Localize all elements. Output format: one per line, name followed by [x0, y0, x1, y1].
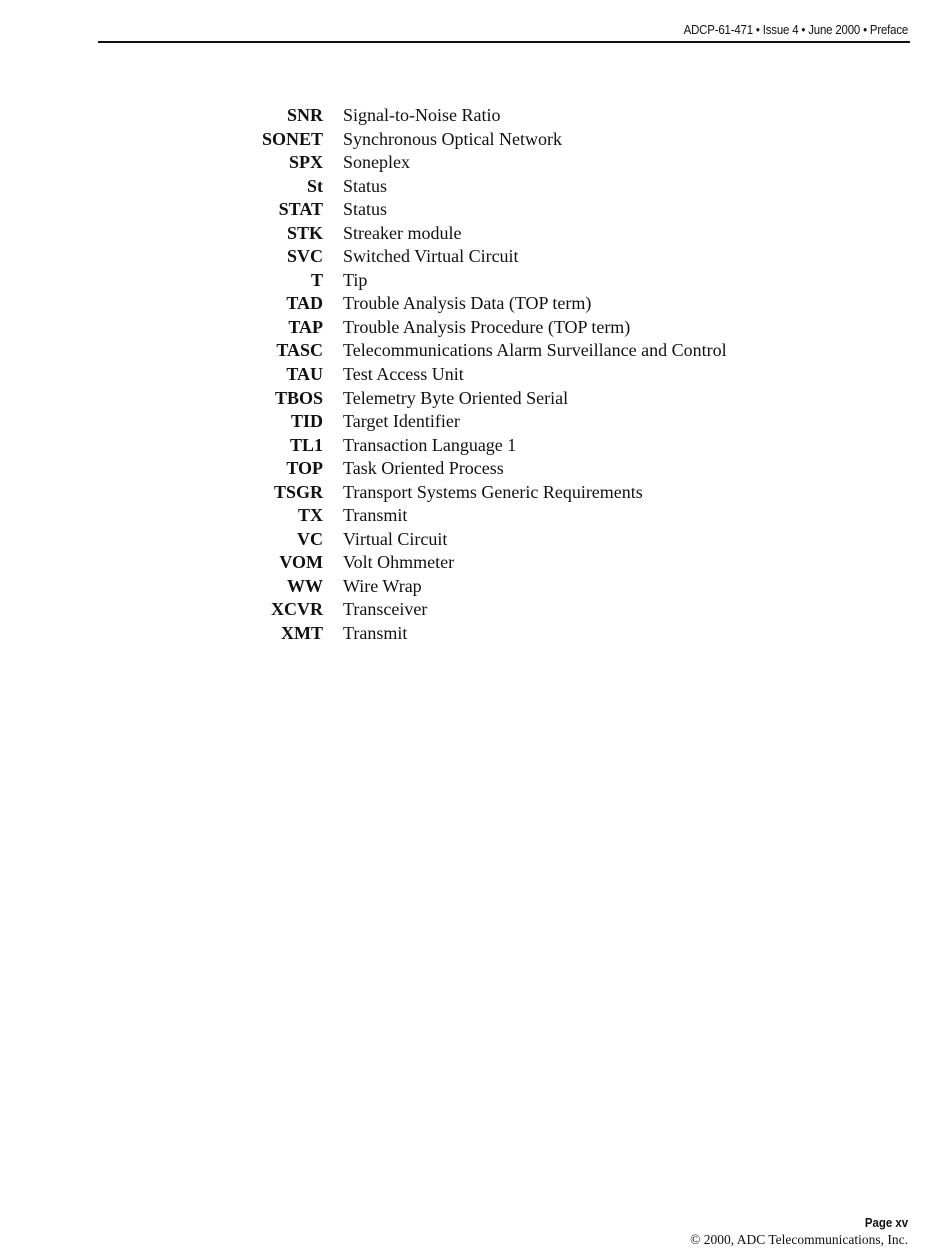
acronym-term: SPX: [288, 152, 323, 173]
acronym-row: [0, 151, 950, 175]
acronym-term: St: [306, 175, 323, 196]
acronym-definition: Transceiver: [343, 599, 428, 620]
header-rule: [98, 41, 910, 43]
acronym-row: [0, 504, 950, 528]
acronym-term: TOP: [286, 458, 323, 479]
acronym-definition: Telemetry Byte Oriented Serial: [343, 387, 569, 408]
acronym-term: TID: [290, 411, 323, 432]
acronym-row: [0, 175, 950, 199]
page-number: Page xv: [864, 1215, 908, 1230]
acronym-definition: Wire Wrap: [343, 575, 422, 596]
acronym-definition: Trouble Analysis Procedure (TOP term): [343, 316, 631, 337]
acronym-definition: Task Oriented Process: [343, 458, 504, 479]
acronym-row: [0, 245, 950, 269]
acronym-term: T: [310, 269, 323, 290]
acronym-definition: Target Identifier: [343, 411, 460, 432]
acronym-term: TBOS: [274, 387, 323, 408]
acronym-row: [0, 292, 950, 316]
acronym-row: [0, 598, 950, 622]
acronym-row: [0, 434, 950, 458]
acronym-row: [0, 551, 950, 575]
acronym-term: TSGR: [273, 481, 323, 502]
acronym-row: [0, 575, 950, 599]
acronym-row: [0, 622, 950, 646]
acronym-definition: Trouble Analysis Data (TOP term): [343, 293, 592, 314]
acronym-term: VOM: [279, 552, 323, 573]
acronym-row: [0, 339, 950, 363]
acronym-row: [0, 128, 950, 152]
acronym-term: TAP: [288, 316, 323, 337]
acronym-definition: Switched Virtual Circuit: [343, 246, 519, 267]
acronym-term: VC: [297, 528, 323, 549]
acronym-definition: Soneplex: [343, 152, 410, 173]
copyright-notice: © 2000, ADC Telecommunications, Inc.: [690, 1232, 908, 1247]
acronym-row: [0, 104, 950, 128]
acronym-term: STAT: [278, 199, 323, 220]
acronym-row: [0, 528, 950, 552]
acronym-term: XCVR: [271, 599, 323, 620]
header-text: ADCP-61-471 • Issue 4 • June 2000 • Preface: [683, 22, 908, 37]
acronym-term: SVC: [286, 246, 323, 267]
acronym-definition: Status: [343, 199, 388, 220]
acronym-definition: Telecommunications Alarm Surveillance and Control: [343, 340, 727, 361]
acronym-row: [0, 269, 950, 293]
acronym-term: XMT: [281, 623, 323, 644]
acronym-term: STK: [286, 222, 323, 243]
acronym-term: SONET: [261, 128, 323, 149]
acronym-definition: Synchronous Optical Network: [343, 128, 562, 149]
acronym-term: TAD: [286, 293, 323, 314]
acronym-definition: Transmit: [343, 623, 408, 644]
acronym-row: [0, 363, 950, 387]
acronym-definition: Signal-to-Noise Ratio: [343, 105, 501, 125]
acronym-definition: Transport Systems Generic Requirements: [343, 481, 643, 502]
acronym-list: [0, 104, 950, 646]
acronym-definition: Tip: [343, 269, 368, 290]
acronym-definition: Transmit: [343, 505, 408, 526]
acronym-term: WW: [287, 575, 323, 596]
acronym-row: [0, 222, 950, 246]
acronym-definition: Virtual Circuit: [343, 528, 448, 549]
acronym-row: [0, 198, 950, 222]
acronym-term: TAU: [286, 364, 323, 385]
acronym-term: TL1: [289, 434, 323, 455]
acronym-definition: Streaker module: [343, 222, 462, 243]
acronym-term: TX: [297, 505, 323, 526]
acronym-definition: Transaction Language 1: [343, 434, 517, 455]
acronym-definition: Test Access Unit: [343, 364, 464, 385]
acronym-row: [0, 387, 950, 411]
acronym-row: [0, 410, 950, 434]
acronym-row: [0, 457, 950, 481]
acronym-row: [0, 481, 950, 505]
acronym-definition: Volt Ohmmeter: [343, 552, 455, 573]
acronym-row: [0, 316, 950, 340]
acronym-term: TASC: [276, 340, 323, 361]
acronym-definition: Status: [343, 175, 388, 196]
acronym-term: SNR: [286, 105, 323, 125]
